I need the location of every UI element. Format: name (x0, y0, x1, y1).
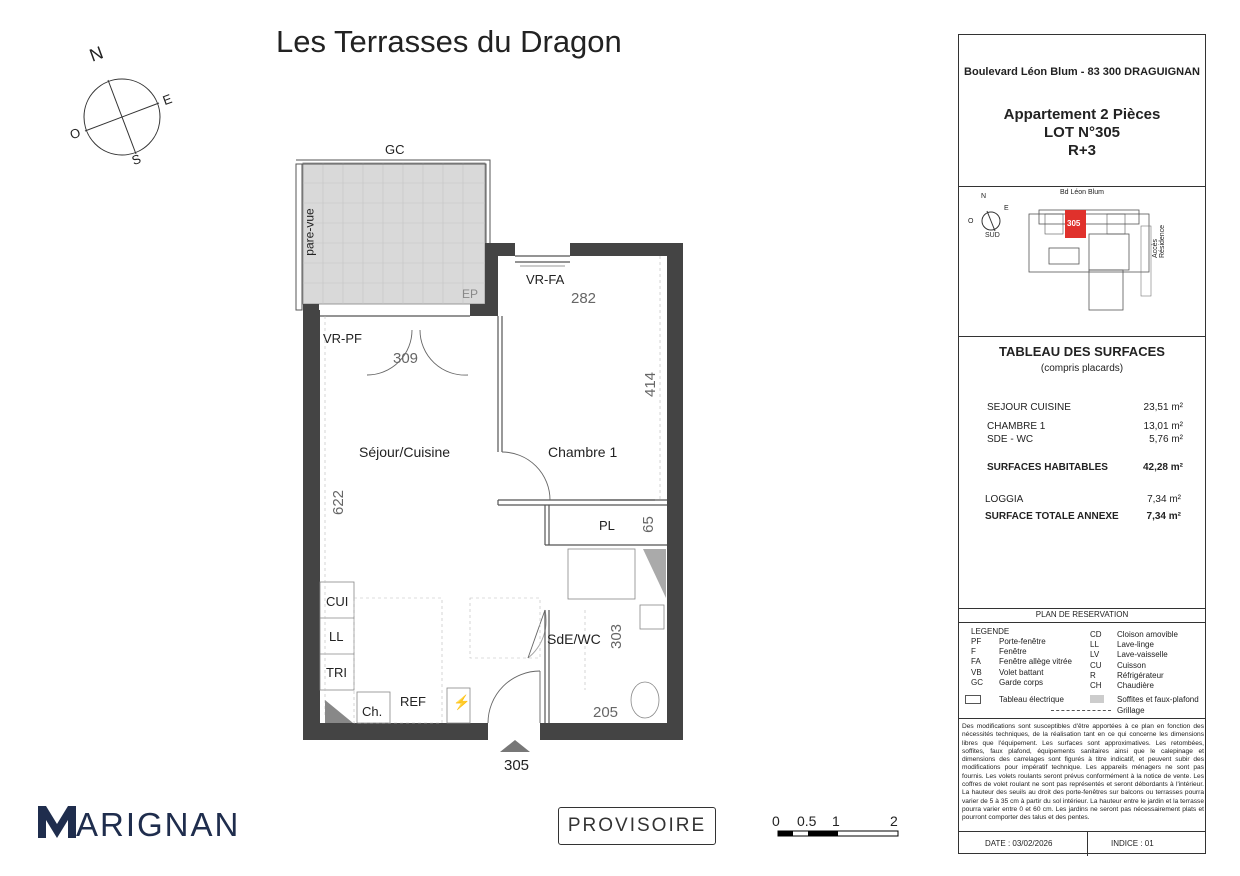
lot-marker-label: 305 (504, 757, 530, 774)
scale-label-2: 2 (890, 813, 898, 829)
surface-row (987, 421, 1183, 432)
legend-code: FA (971, 657, 981, 667)
furniture (320, 500, 664, 723)
label-vr-pf: VR-PF (323, 331, 362, 346)
dim-414: 414 (642, 371, 660, 398)
legend-code: R (1090, 670, 1096, 680)
room-chambre: Chambre 1 (548, 444, 618, 460)
annex-total-label: SURFACE TOTALE ANNEXE (985, 511, 1119, 522)
disclaimer-notes: Des modifications sont susceptibles d'être apportées à ce plan en fonction des nécessités techniques, de la réalisation tant en ce qui concerne les dimensions libres que l'équipement. Les surfaces sont approximatives. Les retombées, soffites, faux plafond, équipements sanitaires ainsi que le calepinage et dimensions des carrelages sont figurés à titre indicatif, et peuvent subir des modifications pour impératif technique. Les appareils ménagers ne sont pas fournis. Les volets roulants seront prévus conformément à la notice de vente. Les coffres de volet roulant ne sont pas représentés et seront débordants à l'intérieur. La hauteur des seuils au droit des porte-fenêtres sur balcons ou terrasses pourra varier de 5 à 35 cm à partir du sol intérieur. La hauteur entre le jardin et la terrasse pourra varier entre 0 et 60 cm. Les jardins ne seront pas nécessairement plats et pourront comporter des talus et des pentes. (962, 723, 1204, 822)
surface-label: SEJOUR CUISINE (987, 402, 1071, 413)
title-block (958, 34, 1206, 854)
dim-282: 282 (571, 290, 597, 307)
surface-value: 5,76 m² (1149, 434, 1183, 445)
compass-e: E (160, 90, 174, 109)
label-gc: GC (385, 142, 405, 157)
grillage-icon (1051, 710, 1111, 711)
label-pare-vue: pare-vue (302, 208, 317, 256)
brand-logo (38, 806, 240, 846)
surface-label: SDE - WC (987, 434, 1034, 445)
map-compass-o: O (968, 218, 974, 225)
legend-text: Volet battant (999, 667, 1044, 677)
header-section (959, 35, 1205, 187)
legend-code: VB (971, 667, 982, 677)
annex-label: LOGGIA (985, 494, 1024, 505)
equip-tri: TRI (326, 665, 347, 680)
equip-ll: LL (329, 629, 344, 644)
legend-tableau: Tableau électrique (999, 695, 1064, 704)
dim-303: 303 (608, 623, 626, 650)
level: R+3 (1068, 142, 1096, 159)
compass-n: N (86, 42, 106, 66)
legend (959, 622, 1205, 719)
tableau-icon (965, 695, 981, 704)
legend-left-texts (999, 637, 1072, 688)
legend-code: PF (971, 637, 982, 646)
equip-cui: CUI (326, 594, 349, 609)
surfaces-table (959, 336, 1205, 609)
compass-rose (84, 79, 160, 155)
legend-title: LEGENDE (971, 627, 1010, 636)
annex-row (985, 494, 1181, 505)
lot-number: LOT N°305 (1043, 124, 1121, 141)
dim-309: 309 (393, 350, 419, 367)
legend-text: Porte-fenêtre (999, 637, 1046, 646)
apartment-type: Appartement 2 Pièces (1003, 106, 1161, 123)
apartment-info (959, 106, 1205, 160)
map-drawing (959, 186, 1205, 336)
room-pl: PL (599, 518, 615, 533)
scale-bar (778, 831, 898, 836)
legend-text: Cuisson (1117, 660, 1146, 670)
legend-text: Garde corps (999, 677, 1044, 687)
legend-soffites: Soffites et faux-plafond (1117, 695, 1199, 704)
scale-label-05: 0.5 (797, 813, 817, 829)
surface-total-row (987, 462, 1183, 473)
legend-left-codes (971, 637, 983, 688)
legend-right-texts (1117, 630, 1178, 691)
legend-text: Cloison amovible (1117, 630, 1178, 639)
surface-row (987, 402, 1183, 413)
legend-code: GC (971, 677, 983, 687)
equip-ch: Ch. (362, 704, 383, 719)
compass-o: O (67, 124, 83, 143)
map-compass-sud: SUD (985, 232, 1000, 239)
compass-s: S (129, 150, 143, 169)
date: DATE : 03/02/2026 (985, 839, 1053, 848)
legend-code: CD (1090, 630, 1102, 639)
surface-total-value: 42,28 m² (1142, 462, 1183, 473)
map-street: Bd Léon Blum (1060, 189, 1104, 196)
date-block (959, 831, 1205, 856)
brand-suffix: ARIGNAN (76, 806, 241, 843)
annex-total-row (985, 511, 1181, 522)
scale-label-0: 0 (772, 813, 780, 829)
soffite-icon (1090, 695, 1104, 703)
map-compass-e: E (1004, 205, 1009, 212)
address: Boulevard Léon Blum - 83 300 DRAGUIGNAN (964, 66, 1200, 78)
surface-label: CHAMBRE 1 (987, 421, 1046, 432)
legend-text: Chaudière (1117, 681, 1154, 691)
legend-grillage: Grillage (1117, 706, 1145, 715)
legend-code: CU (1090, 660, 1102, 670)
walls (303, 243, 683, 740)
legend-text: Réfrigérateur (1117, 670, 1164, 680)
legend-text: Lave-linge (1117, 640, 1154, 650)
room-sejour: Séjour/Cuisine (359, 444, 451, 460)
label-vr-fa: VR-FA (526, 272, 565, 287)
electrical-panel-icon: ⚡ (453, 694, 471, 710)
dim-205: 205 (593, 704, 619, 721)
indice: INDICE : 01 (1111, 839, 1154, 848)
scale-label-1: 1 (832, 813, 840, 829)
project-title: Les Terrasses du Dragon (276, 24, 622, 59)
map-access: Accès Résidence (1152, 224, 1166, 258)
legend-right-codes (1090, 630, 1102, 691)
surfaces-subtitle: (compris placards) (1040, 363, 1124, 374)
surfaces-title: TABLEAU DES SURFACES (999, 344, 1165, 359)
legend-code: LV (1090, 650, 1100, 660)
lot-marker-arrow (500, 740, 530, 752)
legend-text: Fenêtre (999, 647, 1027, 657)
surface-value: 13,01 m² (1143, 421, 1183, 432)
legend-code: F (971, 647, 976, 657)
surface-value: 23,51 m² (1143, 402, 1183, 413)
dim-622: 622 (330, 489, 348, 516)
legend-code: CH (1090, 681, 1102, 691)
map-lot-badge: 305 (1067, 219, 1081, 228)
status-stamp: PROVISOIRE (558, 807, 716, 845)
surface-total-label: SURFACES HABITABLES (987, 462, 1108, 473)
legend-text: Fenêtre allège vitrée (999, 657, 1072, 667)
equip-ref: REF (400, 694, 426, 709)
room-sde: SdE/WC (547, 631, 601, 647)
annex-value: 7,34 m² (1147, 494, 1181, 505)
brand-mark-icon (38, 806, 76, 846)
legend-text: Lave-vaisselle (1117, 650, 1168, 660)
map-compass-n: N (981, 193, 987, 200)
surface-row (987, 434, 1183, 445)
location-map (959, 186, 1205, 337)
label-ep: EP (462, 287, 479, 301)
legend-code: LL (1090, 640, 1099, 650)
plan-reservation-header: PLAN DE RESERVATION (959, 608, 1205, 623)
annex-total-value: 7,34 m² (1146, 511, 1181, 522)
dim-65: 65 (639, 516, 657, 533)
